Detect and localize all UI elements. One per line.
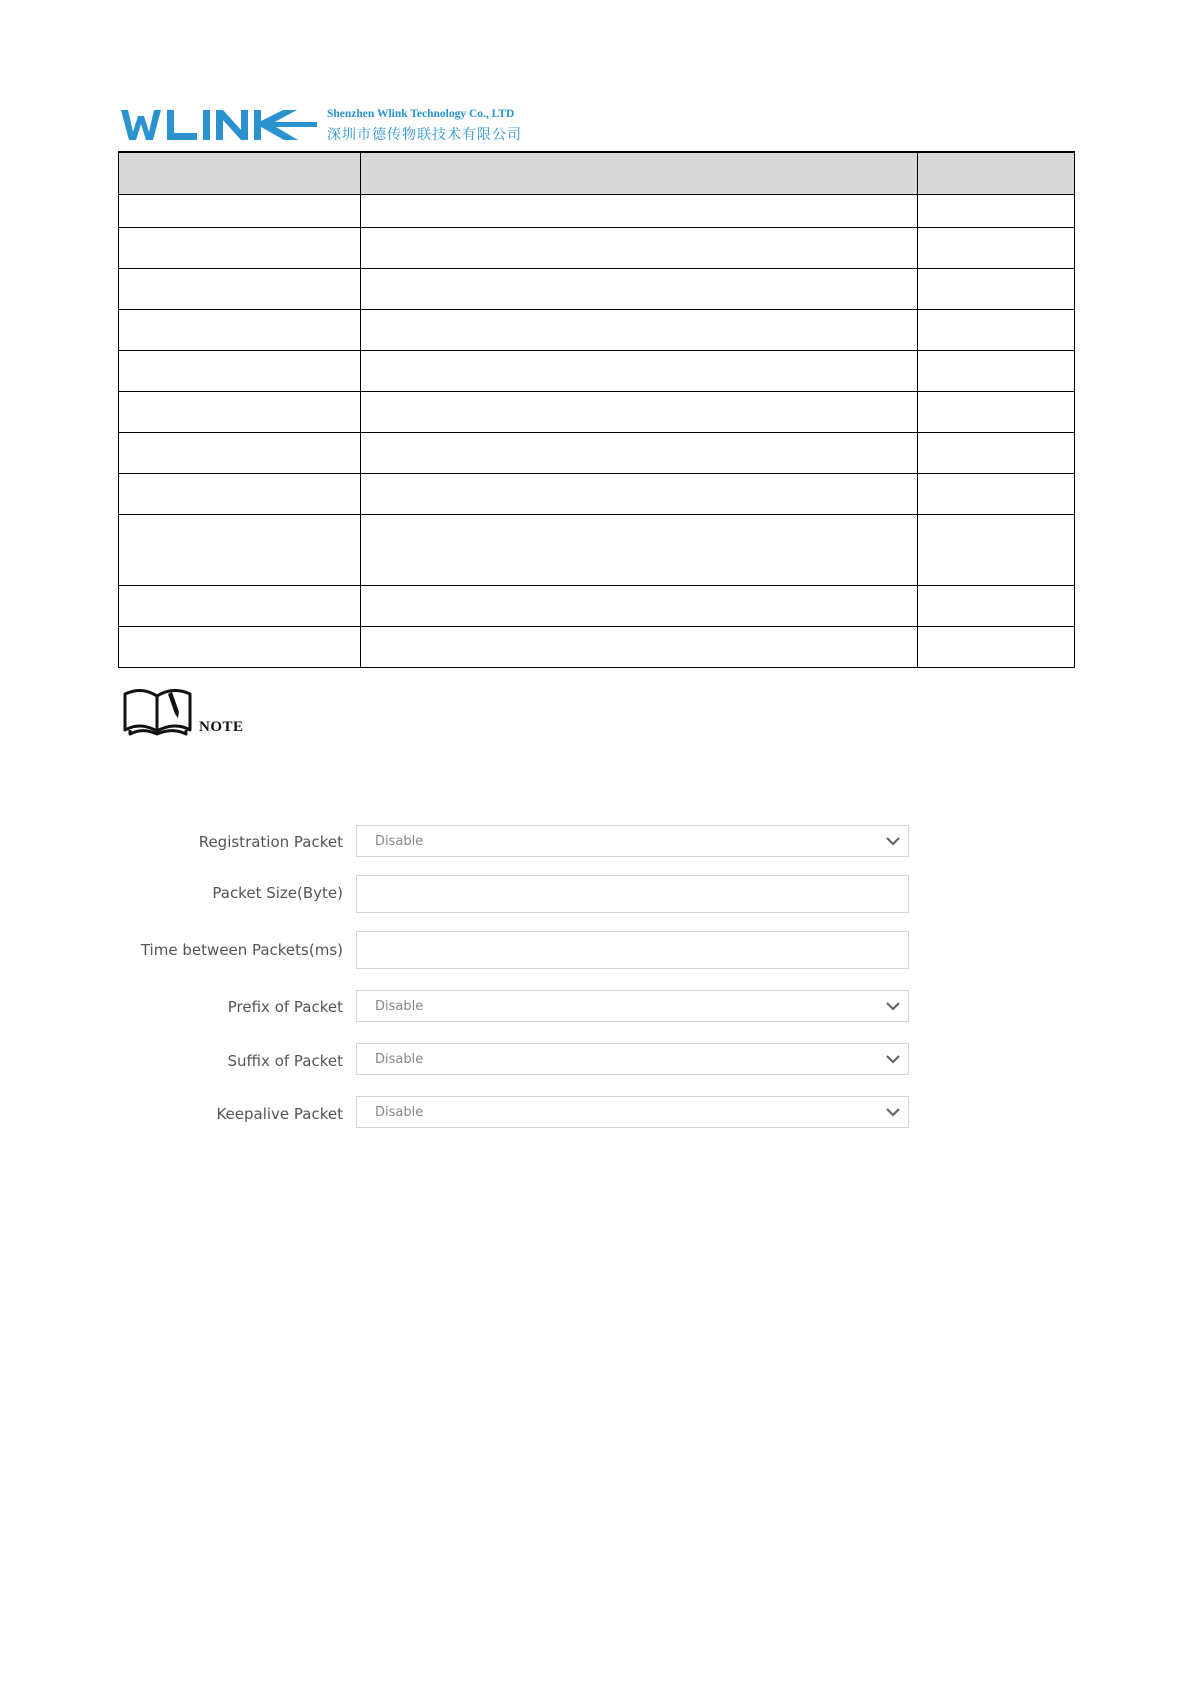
table-cell: [119, 586, 361, 627]
table-row: [119, 228, 1075, 269]
table-row: [119, 515, 1075, 586]
company-name-en: Shenzhen Wlink Technology Co., LTD: [327, 108, 515, 120]
form-row-registration-packet: [0, 825, 1191, 859]
packet-size-label: Packet Size(Byte): [212, 884, 343, 902]
table-cell: [918, 433, 1075, 474]
table-row: [119, 195, 1075, 228]
chevron-down-icon: [886, 1000, 900, 1012]
table-cell: [361, 269, 918, 310]
note-label: NOTE: [199, 719, 244, 735]
table-cell: [918, 515, 1075, 586]
registration-packet-label: Registration Packet: [198, 833, 343, 851]
table-row: [119, 392, 1075, 433]
table-cell: [119, 433, 361, 474]
keepalive-packet-label: Keepalive Packet: [216, 1105, 343, 1123]
table-cell: [119, 515, 361, 586]
registration-packet-select[interactable]: [356, 825, 909, 857]
table-cell: [119, 392, 361, 433]
table-cell: [361, 433, 918, 474]
suffix-of-packet-label: Suffix of Packet: [227, 1052, 343, 1070]
table-row: [119, 474, 1075, 515]
form-row-suffix-of-packet: [0, 1043, 1191, 1077]
table-header-cell: [918, 152, 1075, 195]
chevron-down-icon: [886, 1106, 900, 1118]
table-row: [119, 269, 1075, 310]
table-cell: [918, 627, 1075, 668]
table-cell: [361, 310, 918, 351]
parameter-table: [118, 151, 1075, 668]
table-cell: [119, 351, 361, 392]
table-cell: [918, 310, 1075, 351]
company-name-cn: 深圳市德传物联技术有限公司: [327, 127, 522, 143]
form-row-time-between-packets: [0, 931, 1191, 965]
packet-size-input[interactable]: [356, 875, 909, 913]
keepalive-packet-select[interactable]: [356, 1096, 909, 1128]
table-cell: [119, 310, 361, 351]
table-row: [119, 351, 1075, 392]
table-cell: [918, 269, 1075, 310]
table-header-cell: [119, 152, 361, 195]
table-cell: [918, 392, 1075, 433]
table-cell: [918, 586, 1075, 627]
company-header: [121, 104, 541, 144]
table-cell: [918, 351, 1075, 392]
table-cell: [361, 228, 918, 269]
time-between-packets-label: Time between Packets(ms): [140, 941, 343, 959]
table-cell: [361, 392, 918, 433]
table-cell: [119, 627, 361, 668]
time-between-packets-input[interactable]: [356, 931, 909, 969]
table-cell: [361, 474, 918, 515]
table-cell: [119, 228, 361, 269]
table-row: [119, 310, 1075, 351]
table-cell: [361, 515, 918, 586]
form-row-prefix-of-packet: [0, 990, 1191, 1024]
table-cell: [361, 351, 918, 392]
form-row-packet-size: [0, 875, 1191, 909]
chevron-down-icon: [886, 1053, 900, 1065]
table-header-cell: [361, 152, 918, 195]
prefix-of-packet-label: Prefix of Packet: [227, 998, 343, 1016]
table-cell: [119, 195, 361, 228]
table-row: [119, 627, 1075, 668]
table-cell: [361, 195, 918, 228]
table-row: [119, 586, 1075, 627]
table-cell: [918, 228, 1075, 269]
wlink-logo: [121, 108, 318, 142]
table-cell: [361, 627, 918, 668]
book-pen-icon: [122, 686, 194, 736]
chevron-down-icon: [886, 835, 900, 847]
keepalive-packet-value: Disable: [375, 1105, 424, 1120]
table-cell: [119, 269, 361, 310]
suffix-of-packet-select[interactable]: [356, 1043, 909, 1075]
prefix-of-packet-select[interactable]: [356, 990, 909, 1022]
registration-packet-value: Disable: [375, 834, 424, 849]
prefix-of-packet-value: Disable: [375, 999, 424, 1014]
table-cell: [361, 586, 918, 627]
form-row-keepalive-packet: [0, 1096, 1191, 1130]
table-cell: [119, 474, 361, 515]
table-cell: [918, 474, 1075, 515]
table-header-row: [119, 152, 1075, 195]
table-row: [119, 433, 1075, 474]
suffix-of-packet-value: Disable: [375, 1052, 424, 1067]
table-cell: [918, 195, 1075, 228]
